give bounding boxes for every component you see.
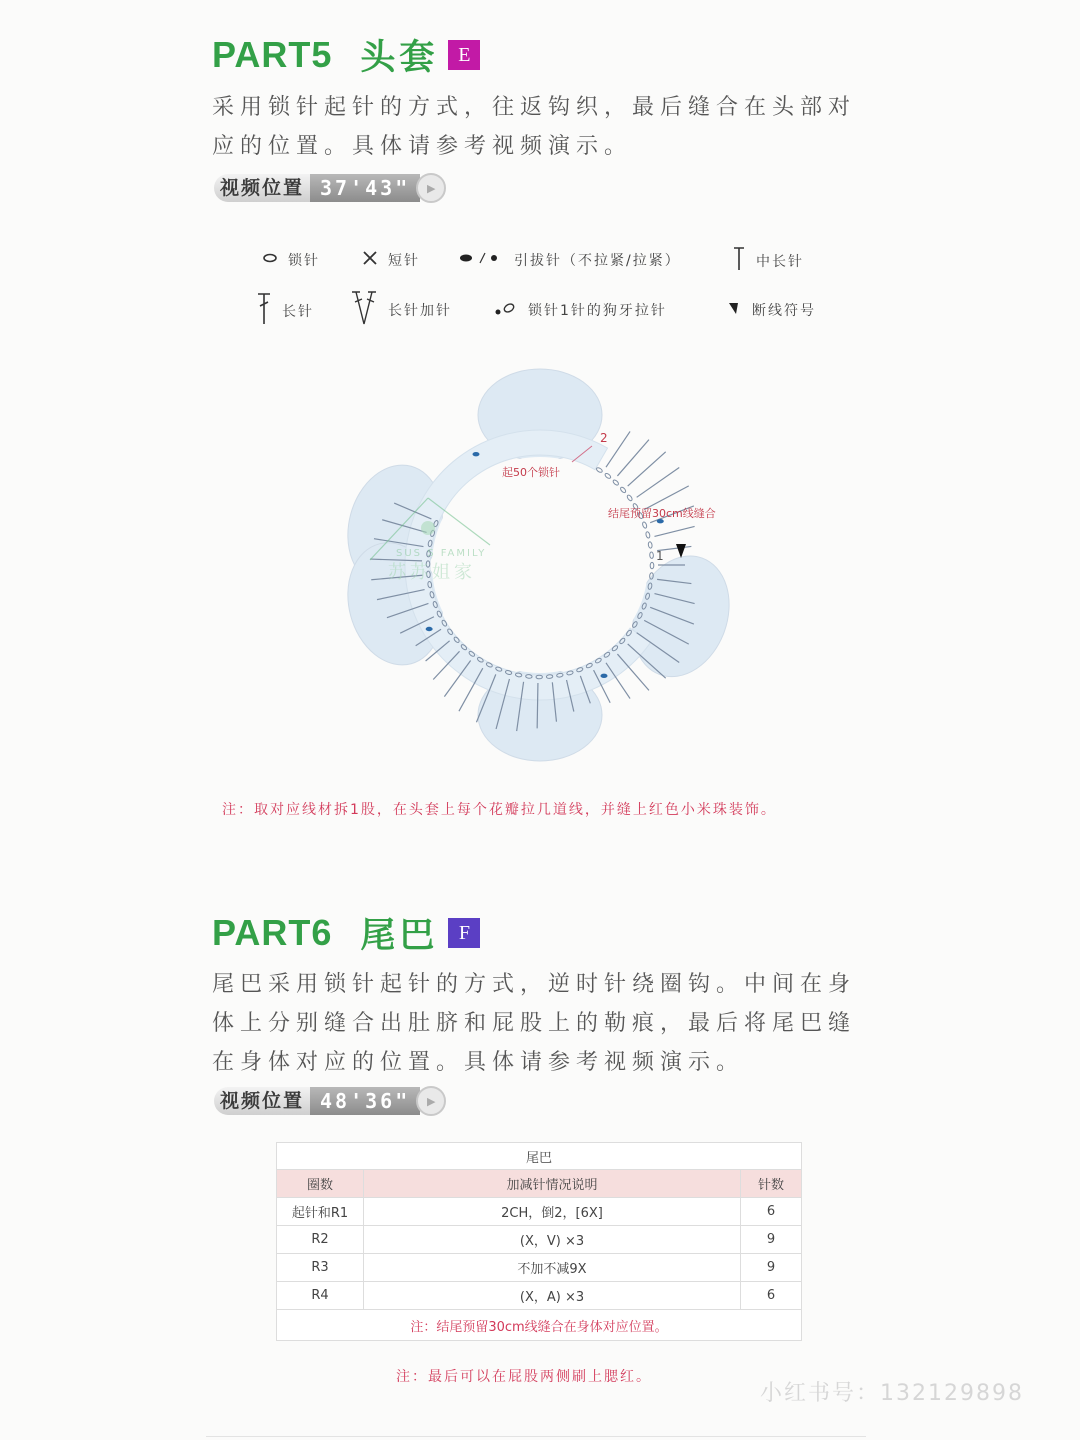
table-row bbox=[277, 1226, 802, 1254]
video-label: 视频位置 bbox=[214, 174, 310, 202]
part5-title: 头套 bbox=[360, 38, 439, 78]
legend-cut-label: 断线符号 bbox=[752, 303, 816, 319]
legend-picot-label: 锁针1针的狗牙拉针 bbox=[528, 303, 667, 319]
table-cell: 起针和R1 bbox=[277, 1198, 364, 1226]
end-tail-label: 结尾预留30cm线缝合 bbox=[608, 507, 716, 520]
slip-stitch-marker bbox=[601, 674, 608, 678]
stitch-line bbox=[606, 431, 630, 467]
watermark-en: SUS S FAMILY bbox=[396, 548, 487, 559]
hood-diagram bbox=[330, 350, 750, 770]
legend-dc-label: 长针 bbox=[282, 304, 314, 320]
bottom-divider bbox=[206, 1436, 866, 1437]
chain-stitch bbox=[650, 562, 654, 568]
table-row bbox=[277, 1282, 802, 1310]
watermark-id: 132129898 bbox=[880, 1381, 1024, 1406]
legend-dc-inc-label: 长针加针 bbox=[388, 303, 452, 319]
row-2-marker: 2 bbox=[600, 431, 608, 445]
table-cell: 6 bbox=[741, 1282, 802, 1310]
chain-stitch bbox=[596, 467, 603, 473]
legend-sc bbox=[362, 250, 420, 270]
part6-note: 注：最后可以在屁股两侧刷上腮红。 bbox=[396, 1369, 652, 1385]
table-cell: R3 bbox=[277, 1254, 364, 1282]
part5-number: PART5 bbox=[212, 34, 333, 75]
watermark-cn: 苏苏姐家 bbox=[388, 562, 476, 583]
legend-dc-inc bbox=[350, 290, 452, 330]
legend-slip-label: 引拔针（不拉紧/拉紧） bbox=[514, 253, 681, 269]
part5-badge: E bbox=[448, 40, 480, 70]
table-header: 圈数 bbox=[277, 1170, 364, 1198]
table-header: 加减针情况说明 bbox=[364, 1170, 741, 1198]
table-row bbox=[277, 1254, 802, 1282]
slip-stitch-marker bbox=[473, 452, 480, 456]
row-1-marker: 1 bbox=[656, 549, 664, 563]
chain-stitch bbox=[620, 486, 627, 493]
sc-icon bbox=[362, 250, 378, 270]
start-chain-label: 起50个锁针 bbox=[502, 466, 560, 479]
table-title: 尾巴 bbox=[277, 1143, 802, 1170]
chain-stitch bbox=[626, 494, 633, 501]
legend-hdc-label: 中长针 bbox=[756, 254, 804, 270]
table-header: 针数 bbox=[741, 1170, 802, 1198]
table-cell: 6 bbox=[741, 1198, 802, 1226]
stitch-line bbox=[654, 526, 694, 536]
legend-dc bbox=[256, 292, 314, 330]
hdc-icon bbox=[732, 246, 746, 276]
legend-picot bbox=[494, 300, 667, 320]
play-icon[interactable]: ▶ bbox=[416, 173, 446, 203]
chain-icon bbox=[262, 252, 278, 268]
table-header-row bbox=[277, 1170, 802, 1198]
stitch-line bbox=[537, 683, 538, 728]
watermark-brand: 小红书号： bbox=[760, 1381, 881, 1406]
table-cell: R2 bbox=[277, 1226, 364, 1254]
xiaohongshu-watermark bbox=[760, 1376, 1024, 1407]
table-cell: (X，A) ×3 bbox=[364, 1282, 741, 1310]
part5-video-position[interactable] bbox=[214, 173, 458, 203]
part6-number: PART6 bbox=[212, 912, 333, 953]
part6-description: 尾巴采用锁针起针的方式，逆时针绕圈钩。中间在身体上分别缝合出肚脐和屁股上的勒痕，最后将尾巴缝在身体对应的位置。具体请参考视频演示。 bbox=[212, 972, 857, 1075]
table-cell: 9 bbox=[741, 1254, 802, 1282]
legend-sc-label: 短针 bbox=[388, 253, 420, 269]
video-time: 37'43" bbox=[310, 174, 420, 202]
legend-chain bbox=[262, 250, 320, 270]
dc-inc-icon bbox=[350, 290, 378, 330]
table-note: 注：结尾预留30cm线缝合在身体对应位置。 bbox=[277, 1310, 802, 1341]
chain-stitch bbox=[648, 542, 653, 549]
chain-stitch bbox=[645, 531, 650, 538]
legend-slip bbox=[458, 250, 681, 270]
slip-icon bbox=[458, 251, 504, 269]
table-cell: 9 bbox=[741, 1226, 802, 1254]
chain-stitch bbox=[650, 552, 654, 559]
part5-heading bbox=[212, 30, 480, 80]
cut-mark-icon bbox=[726, 300, 742, 320]
chain-stitch bbox=[612, 479, 619, 486]
picot-icon bbox=[494, 300, 518, 320]
part6-badge: F bbox=[448, 918, 480, 948]
video-label: 视频位置 bbox=[214, 1087, 310, 1115]
table-cell: 不加不减9X bbox=[364, 1254, 741, 1282]
play-icon[interactable]: ▶ bbox=[416, 1086, 446, 1116]
table-cell: R4 bbox=[277, 1282, 364, 1310]
legend-hdc bbox=[732, 246, 804, 276]
legend-cut bbox=[726, 300, 816, 320]
part6-heading bbox=[212, 908, 480, 958]
part5-description: 采用锁针起针的方式，往返钩织，最后缝合在头部对应的位置。具体请参考视频演示。 bbox=[212, 95, 857, 159]
part6-title: 尾巴 bbox=[360, 916, 439, 956]
chain-stitch bbox=[604, 473, 611, 480]
tail-pattern-table bbox=[276, 1142, 802, 1341]
chain-stitch bbox=[642, 521, 648, 528]
legend-chain-label: 锁针 bbox=[288, 253, 320, 269]
table-cell: (X，V) ×3 bbox=[364, 1226, 741, 1254]
video-time: 48'36" bbox=[310, 1087, 420, 1115]
part6-video-position[interactable] bbox=[214, 1086, 458, 1116]
table-row bbox=[277, 1198, 802, 1226]
part5-note: 注：取对应线材拆1股，在头套上每个花瓣拉几道线，并缝上红色小米珠装饰。 bbox=[222, 802, 777, 818]
table-cell: 2CH，倒2，[6X] bbox=[364, 1198, 741, 1226]
slip-stitch-marker bbox=[426, 627, 433, 631]
dc-icon bbox=[256, 292, 272, 330]
